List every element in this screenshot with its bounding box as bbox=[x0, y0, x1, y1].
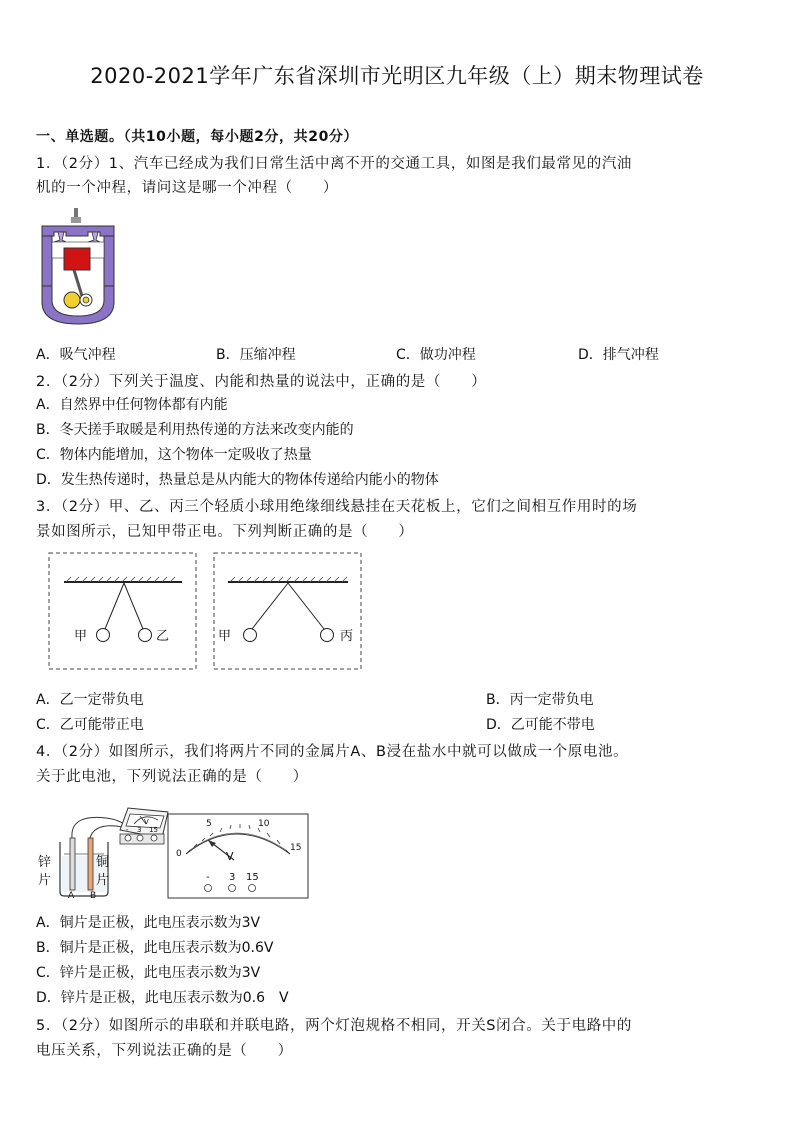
question-1-text-cont: 机的一个冲程，请问这是哪一个冲程（ ） bbox=[36, 180, 338, 196]
ball-jia-label-right: 甲 bbox=[218, 629, 232, 644]
question-4-text: 4．（2分）如图所示，我们将两片不同的金属片A、B浸在盐水中就可以做成一个原电池。 bbox=[36, 744, 629, 760]
q1-option-b[interactable]: B．压缩冲程 bbox=[216, 347, 296, 363]
meter-term-minus: - bbox=[126, 826, 129, 834]
question-5-text: 5．（2分）如图所示的串联和并联电路，两个灯泡规格不相同，开关S闭合。关于电路中的 bbox=[36, 1018, 633, 1034]
question-3-text-cont: 景如图所示，已知甲带正电。下列判断正确的是（ ） bbox=[36, 524, 414, 540]
question-2-text: 2．（2分）下列关于温度、内能和热量的说法中，正确的是（ ） bbox=[36, 374, 487, 390]
q3-option-c[interactable]: C．乙可能带正电 bbox=[36, 717, 144, 733]
dial-v-label: V bbox=[226, 850, 234, 863]
copper-label-1: 铜 bbox=[96, 855, 110, 870]
ball-yi-label: 乙 bbox=[156, 629, 170, 644]
ball-bing-label: 丙 bbox=[340, 629, 354, 644]
q2-option-d[interactable]: D．发生热传递时，热量总是从内能大的物体传递给内能小的物体 bbox=[36, 472, 439, 488]
scale-5: 5 bbox=[206, 819, 212, 829]
page-title: 2020-2021学年广东省深圳市光明区九年级（上）期末物理试卷 bbox=[90, 64, 704, 88]
dial-term-minus: - bbox=[206, 872, 210, 883]
q4-option-c[interactable]: C．锌片是正极，此电压表示数为3V bbox=[36, 965, 261, 981]
q1-option-a[interactable]: A．吸气冲程 bbox=[36, 347, 116, 363]
dial-term-15: 15 bbox=[246, 872, 259, 883]
meter-v-label: V bbox=[144, 818, 149, 826]
q2-option-b[interactable]: B．冬天搓手取暖是利用热传递的方法来改变内能的 bbox=[36, 422, 354, 438]
zinc-label-2: 片 bbox=[38, 873, 52, 888]
meter-term-15: 15 bbox=[149, 826, 158, 834]
zinc-label-1: 锌 bbox=[38, 855, 52, 870]
q4-option-a[interactable]: A．铜片是正极，此电压表示数为3V bbox=[36, 915, 261, 931]
scale-15: 15 bbox=[290, 843, 302, 853]
voltaic-cell-figure bbox=[36, 794, 312, 900]
question-1-text: 1．（2分）1、汽车已经成为我们日常生活中离不开的交通工具，如图是我们最常见的汽油 bbox=[36, 156, 633, 172]
question-3-text: 3．（2分）甲、乙、丙三个轻质小球用绝缘细线悬挂在天花板上，它们之间相互作用时的场 bbox=[36, 499, 638, 515]
q1-option-c[interactable]: C．做功冲程 bbox=[396, 347, 476, 363]
scale-0: 0 bbox=[176, 849, 182, 859]
q3-option-a[interactable]: A．乙一定带负电 bbox=[36, 692, 144, 708]
q2-option-a[interactable]: A．自然界中任何物体都有内能 bbox=[36, 397, 228, 413]
q3-option-b[interactable]: B．丙一定带负电 bbox=[486, 692, 594, 708]
ball-jia-label-left: 甲 bbox=[74, 629, 88, 644]
question-4-text-cont: 关于此电池，下列说法正确的是（ ） bbox=[36, 769, 308, 785]
q4-option-b[interactable]: B．铜片是正极，此电压表示数为0.6V bbox=[36, 940, 274, 956]
plate-b-label: B bbox=[90, 891, 97, 901]
q4-option-d[interactable]: D．锌片是正极，此电压表示数为0.6 V bbox=[36, 990, 289, 1006]
question-5-text-cont: 电压关系，下列说法正确的是（ ） bbox=[36, 1043, 293, 1059]
dial-term-3: 3 bbox=[229, 872, 236, 883]
suspended-balls-figure bbox=[48, 552, 368, 670]
meter-term-3: 3 bbox=[137, 826, 142, 834]
q3-option-d[interactable]: D．乙可能不带电 bbox=[486, 717, 595, 733]
q2-option-c[interactable]: C．物体内能增加，这个物体一定吸收了热量 bbox=[36, 447, 312, 463]
plate-a-label: A bbox=[68, 891, 75, 901]
q1-option-d[interactable]: D．排气冲程 bbox=[578, 347, 659, 363]
section-heading: 一、单选题。（共10小题，每小题2分，共20分） bbox=[36, 129, 359, 145]
copper-label-2: 片 bbox=[96, 873, 110, 888]
engine-stroke-figure bbox=[38, 208, 118, 328]
scale-10: 10 bbox=[258, 819, 270, 829]
